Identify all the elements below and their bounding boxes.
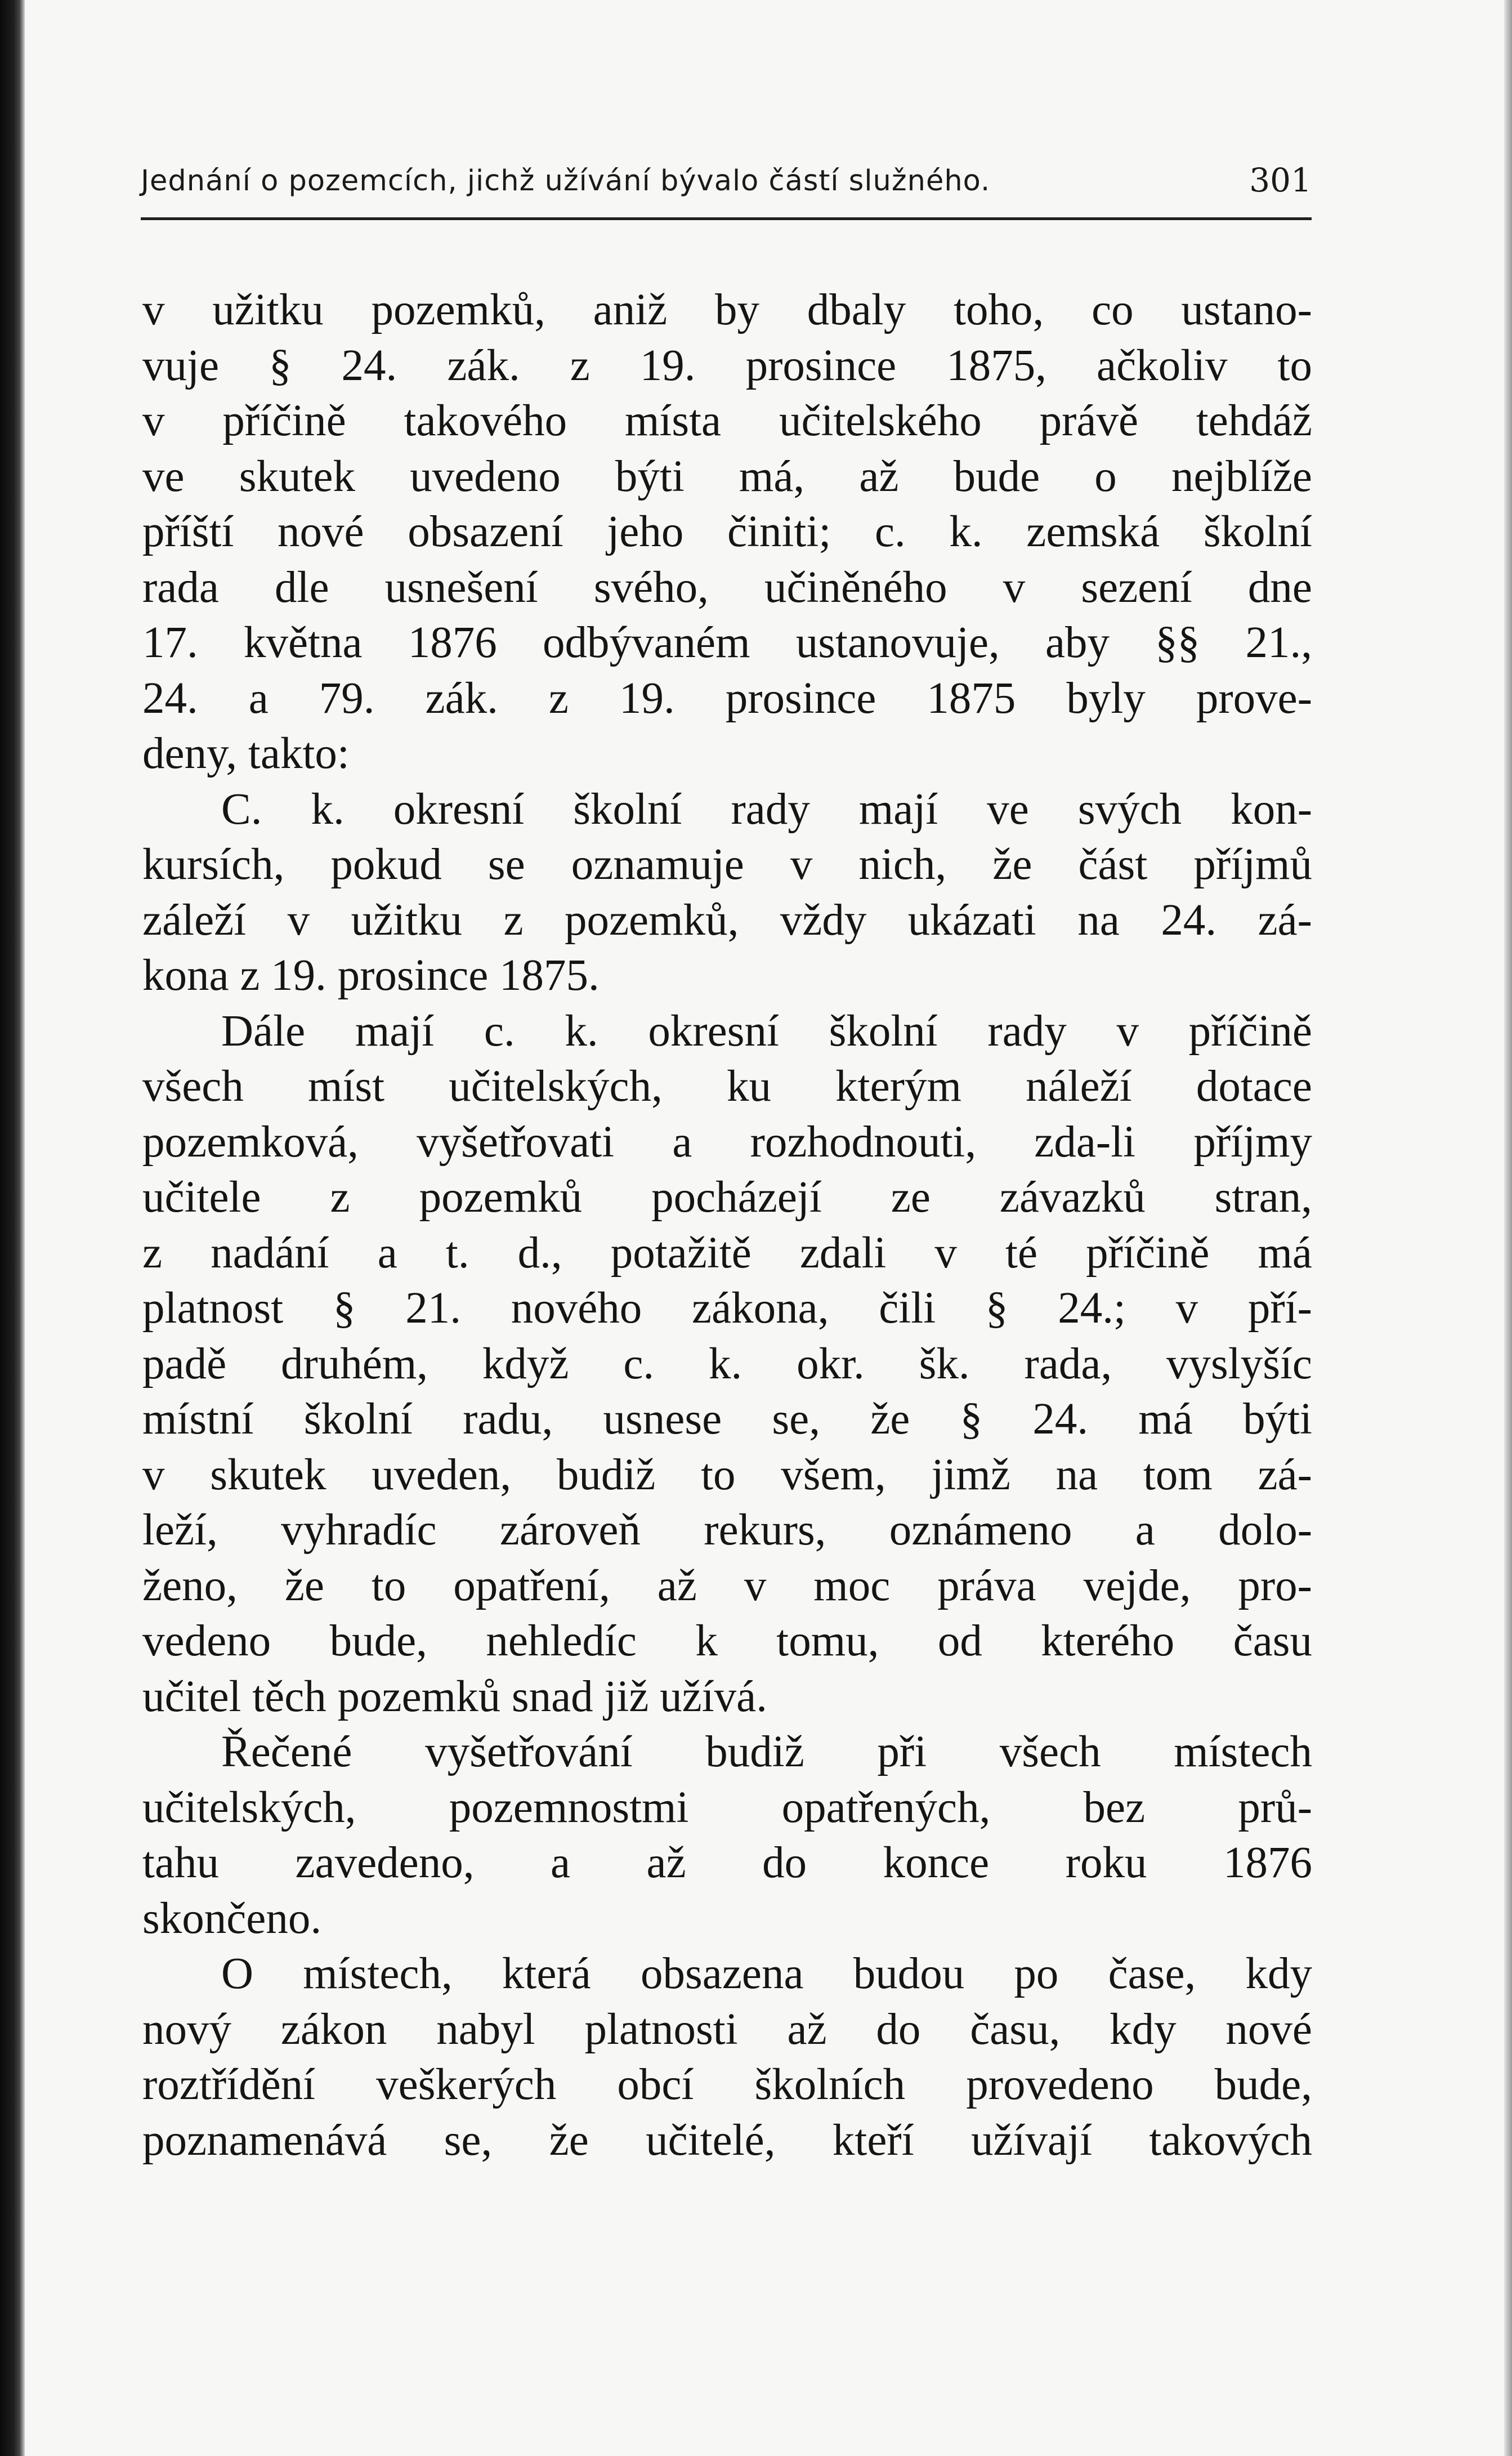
text-line: leží, vyhradíc zároveň rekurs, oznámeno a dolo- — [142, 1506, 1312, 1555]
text-line: v příčině takového místa učitelského právě tehdáž — [142, 396, 1312, 445]
body-text — [142, 283, 1312, 2168]
text-line: skončeno. — [142, 1894, 322, 1943]
running-head: Jednání o pozemcích, jichž užívání bývalo částí služného. — [141, 164, 991, 198]
text-line: všech míst učitelských, ku kterým náleží dotace — [142, 1062, 1312, 1111]
text-line: učitel těch pozemků snad již užívá. — [142, 1672, 767, 1721]
text-line: pozemková, vyšetřovati a rozhodnouti, zda-li příjmy — [142, 1117, 1312, 1167]
text-line: C. k. okresní školní rady mají ve svých kon- — [221, 784, 1312, 834]
header-rule — [141, 217, 1312, 220]
text-line: poznamenává se, že učitelé, kteří užívají takových — [142, 2115, 1312, 2165]
binding-edge — [0, 0, 25, 2456]
text-line: Řečené vyšetřování budiž při všech místech — [221, 1727, 1312, 1776]
text-line: nový zákon nabyl platnosti až do času, kdy nové — [142, 2004, 1312, 2054]
text-line: kursích, pokud se oznamuje v nich, že část příjmů — [142, 840, 1312, 889]
text-line: platnost § 21. nového zákona, čili § 24.; v pří- — [142, 1284, 1312, 1333]
text-line: v skutek uveden, budiž to všem, jimž na tom zá- — [142, 1450, 1312, 1499]
text-line: roztřídění veškerých obcí školních provedeno bude, — [142, 2060, 1312, 2109]
text-line: záleží v užitku z pozemků, vždy ukázati na 24. zá- — [142, 895, 1312, 945]
text-line: učitele z pozemků pocházejí ze závazků stran, — [142, 1173, 1312, 1222]
text-line: ženo, že to opatření, až v moc práva vejde, pro- — [142, 1561, 1312, 1610]
text-line: deny, takto: — [142, 729, 350, 778]
text-line: 24. a 79. zák. z 19. prosince 1875 byly prove- — [142, 673, 1312, 723]
text-line: 17. května 1876 odbývaném ustanovuje, aby §§ 21., — [142, 618, 1312, 667]
page-number: 301 — [1249, 161, 1312, 199]
text-line: vuje § 24. zák. z 19. prosince 1875, ačkoliv to — [142, 341, 1312, 390]
text-line: kona z 19. prosince 1875. — [142, 951, 600, 1000]
text-line: tahu zavedeno, a až do konce roku 1876 — [142, 1838, 1312, 1887]
text-line: vedeno bude, nehledíc k tomu, od kterého času — [142, 1617, 1312, 1665]
page-header — [141, 159, 1312, 209]
text-line: v užitku pozemků, aniž by dbaly toho, co ustano- — [142, 285, 1312, 334]
text-line: O místech, která obsazena budou po čase, kdy — [221, 1949, 1312, 1998]
text-line: rada dle usnešení svého, učiněného v sezení dne — [142, 562, 1312, 612]
text-line: padě druhém, když c. k. okr. šk. rada, vyslyšíc — [142, 1339, 1312, 1388]
text-line: místní školní radu, usnese se, že § 24. má býti — [142, 1395, 1312, 1444]
text-line: učitelských, pozemnostmi opatřených, bez prů- — [142, 1783, 1312, 1832]
text-line: z nadání a t. d., potažitě zdali v té příčině má — [142, 1228, 1312, 1278]
text-line: příští nové obsazení jeho činiti; c. k. zemská školní — [142, 507, 1312, 556]
text-line: Dále mají c. k. okresní školní rady v příčině — [221, 1006, 1312, 1056]
text-line: ve skutek uvedeno býti má, až bude o nejblíže — [142, 452, 1312, 501]
page-edge — [1504, 0, 1512, 2456]
